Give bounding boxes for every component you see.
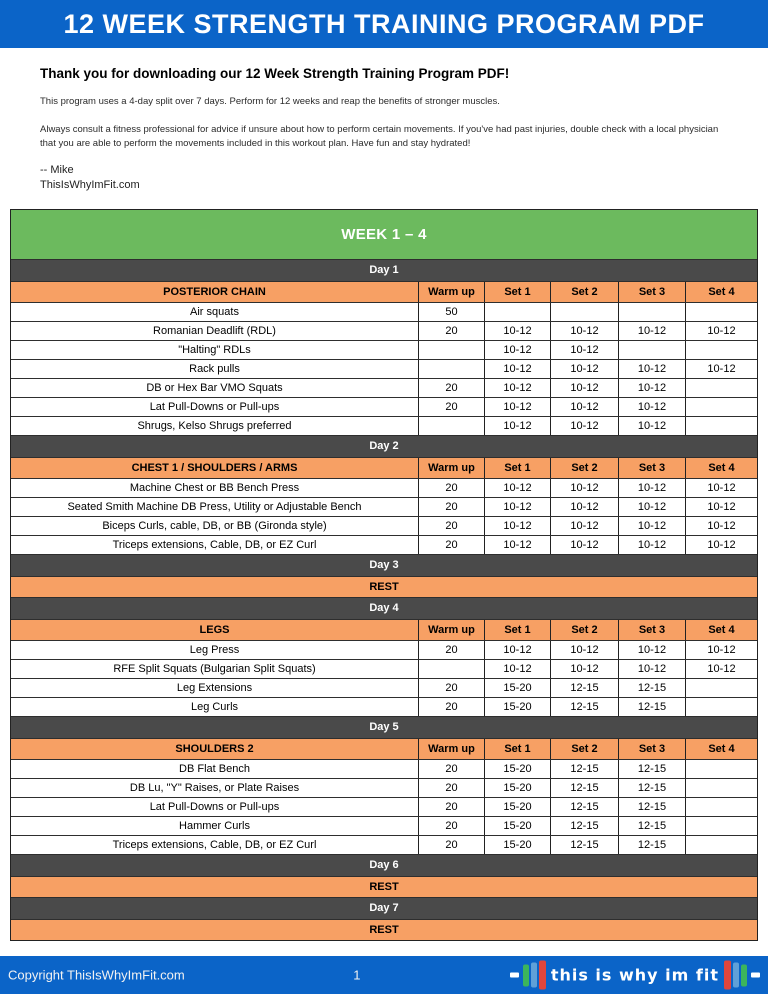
column-header-cell: Set 4 xyxy=(685,282,757,302)
set-value-cell: 12-15 xyxy=(550,679,618,697)
exercise-row xyxy=(11,340,757,359)
set-value-cell: 20 xyxy=(418,498,484,516)
set-value-cell xyxy=(618,303,685,321)
section-title-cell: POSTERIOR CHAIN xyxy=(163,285,266,298)
exercise-row xyxy=(11,697,757,716)
set-value-cell: 10-12 xyxy=(685,360,757,378)
set-value-cell xyxy=(685,779,757,797)
set-value-cell: 10-12 xyxy=(550,322,618,340)
exercise-row xyxy=(11,659,757,678)
set-value-cell: 10-12 xyxy=(618,360,685,378)
exercise-name-cell: DB or Hex Bar VMO Squats xyxy=(146,381,283,394)
section-title-cell: CHEST 1 / SHOULDERS / ARMS xyxy=(131,461,298,474)
set-value-cell xyxy=(685,798,757,816)
exercise-name-cell: Leg Press xyxy=(189,643,240,656)
set-value-cell: 12-15 xyxy=(550,798,618,816)
day-label: Day 1 xyxy=(369,264,399,277)
column-header-cell: Set 3 xyxy=(618,620,685,640)
set-value-cell: 15-20 xyxy=(484,698,550,716)
barbell-plate-green-left-icon xyxy=(523,964,529,986)
exercise-row xyxy=(11,835,757,854)
column-header-cell: Set 4 xyxy=(685,620,757,640)
set-value-cell: 15-20 xyxy=(484,679,550,697)
set-value-cell: 10-12 xyxy=(685,660,757,678)
set-value-cell: 10-12 xyxy=(550,417,618,435)
set-value-cell xyxy=(685,379,757,397)
exercise-row xyxy=(11,302,757,321)
set-value-cell xyxy=(685,679,757,697)
set-value-cell: 20 xyxy=(418,836,484,854)
column-header-cell: Warm up xyxy=(418,282,484,302)
set-value-cell: 10-12 xyxy=(550,536,618,554)
set-value-cell: 10-12 xyxy=(618,322,685,340)
set-value-cell xyxy=(618,341,685,359)
exercise-row xyxy=(11,678,757,697)
column-header-cell: Set 2 xyxy=(550,620,618,640)
set-value-cell: 12-15 xyxy=(550,698,618,716)
exercise-name-cell: "Halting" RDLs xyxy=(178,343,251,356)
footer-logo-text: this is why im fit xyxy=(550,965,719,985)
column-header-cell: Warm up xyxy=(418,620,484,640)
rest-label: REST xyxy=(369,880,399,893)
exercise-name-cell: Hammer Curls xyxy=(179,819,250,832)
barbell-plate-red-right-icon xyxy=(724,961,731,990)
document-title-bar xyxy=(0,0,768,48)
set-value-cell: 10-12 xyxy=(484,479,550,497)
set-value-cell: 10-12 xyxy=(618,641,685,659)
exercise-name-cell: Leg Extensions xyxy=(176,681,253,694)
set-value-cell: 10-12 xyxy=(484,341,550,359)
rest-row xyxy=(11,576,757,597)
set-value-cell: 12-15 xyxy=(618,779,685,797)
day-row xyxy=(11,259,757,281)
section-header-row xyxy=(11,619,757,640)
column-header-cell: Set 1 xyxy=(484,282,550,302)
set-value-cell: 20 xyxy=(418,641,484,659)
barbell-plate-green-right-icon xyxy=(741,964,747,986)
exercise-name-cell: Triceps extensions, Cable, DB, or EZ Curl xyxy=(112,838,317,851)
rest-label: REST xyxy=(369,580,399,593)
column-header-cell: Set 1 xyxy=(484,739,550,759)
set-value-cell: 10-12 xyxy=(550,517,618,535)
day-label: Day 2 xyxy=(369,440,399,453)
column-header-cell: Set 2 xyxy=(550,458,618,478)
column-header-cell: Set 1 xyxy=(484,458,550,478)
day-label: Day 3 xyxy=(369,559,399,572)
footer-logo xyxy=(508,961,762,990)
column-header-cell: Set 2 xyxy=(550,739,618,759)
column-header-cell: Set 3 xyxy=(618,458,685,478)
set-value-cell: 20 xyxy=(418,698,484,716)
exercise-name-cell: Rack pulls xyxy=(189,362,240,375)
day-label: Day 5 xyxy=(369,721,399,734)
set-value-cell: 12-15 xyxy=(618,836,685,854)
set-value-cell: 10-12 xyxy=(618,379,685,397)
column-header-cell: Set 4 xyxy=(685,739,757,759)
set-value-cell: 10-12 xyxy=(484,398,550,416)
set-value-cell: 10-12 xyxy=(618,479,685,497)
set-value-cell: 20 xyxy=(418,398,484,416)
set-value-cell: 10-12 xyxy=(484,417,550,435)
intro-signature: -- Mike xyxy=(40,164,74,177)
exercise-row xyxy=(11,359,757,378)
set-value-cell: 15-20 xyxy=(484,817,550,835)
set-value-cell xyxy=(484,303,550,321)
day-row xyxy=(11,554,757,576)
set-value-cell: 10-12 xyxy=(550,360,618,378)
footer-copyright: Copyright ThisIsWhyImFit.com xyxy=(8,967,185,983)
day-label: Day 4 xyxy=(369,602,399,615)
set-value-cell: 20 xyxy=(418,817,484,835)
exercise-name-cell: Romanian Deadlift (RDL) xyxy=(153,324,276,337)
rest-row xyxy=(11,919,757,940)
set-value-cell: 12-15 xyxy=(550,836,618,854)
exercise-row xyxy=(11,321,757,340)
set-value-cell: 10-12 xyxy=(618,417,685,435)
set-value-cell: 50 xyxy=(418,303,484,321)
set-value-cell xyxy=(685,417,757,435)
set-value-cell: 10-12 xyxy=(484,379,550,397)
exercise-row xyxy=(11,759,757,778)
exercise-name-cell: Air squats xyxy=(190,305,239,318)
set-value-cell: 20 xyxy=(418,379,484,397)
set-value-cell: 10-12 xyxy=(685,479,757,497)
set-value-cell xyxy=(685,398,757,416)
column-header-cell: Set 1 xyxy=(484,620,550,640)
set-value-cell xyxy=(685,817,757,835)
exercise-name-cell: Leg Curls xyxy=(190,700,239,713)
column-header-cell: Set 3 xyxy=(618,739,685,759)
set-value-cell: 20 xyxy=(418,479,484,497)
set-value-cell: 20 xyxy=(418,760,484,778)
exercise-name-cell: Lat Pull-Downs or Pull-ups xyxy=(149,400,280,413)
set-value-cell: 10-12 xyxy=(484,498,550,516)
set-value-cell xyxy=(418,360,484,378)
exercise-name-cell: Biceps Curls, cable, DB, or BB (Gironda style) xyxy=(102,519,327,532)
set-value-cell: 12-15 xyxy=(550,760,618,778)
set-value-cell: 10-12 xyxy=(685,498,757,516)
set-value-cell: 12-15 xyxy=(550,817,618,835)
section-header-row xyxy=(11,738,757,759)
intro-website: ThisIsWhyImFit.com xyxy=(40,179,140,192)
set-value-cell: 20 xyxy=(418,517,484,535)
program-table xyxy=(10,209,758,941)
set-value-cell: 20 xyxy=(418,679,484,697)
exercise-name-cell: Triceps extensions, Cable, DB, or EZ Curl xyxy=(112,538,317,551)
set-value-cell: 10-12 xyxy=(484,360,550,378)
day-label: Day 7 xyxy=(369,902,399,915)
exercise-name-cell: Machine Chest or BB Bench Press xyxy=(129,481,300,494)
barbell-plate-blue-right-icon xyxy=(733,963,739,988)
exercise-name-cell: Seated Smith Machine DB Press, Utility or Adjustable Bench xyxy=(67,500,362,513)
exercise-name-cell: RFE Split Squats (Bulgarian Split Squats) xyxy=(113,662,316,675)
set-value-cell: 20 xyxy=(418,798,484,816)
set-value-cell xyxy=(685,698,757,716)
set-value-cell: 10-12 xyxy=(484,536,550,554)
set-value-cell: 10-12 xyxy=(618,398,685,416)
barbell-bar-right-icon xyxy=(751,973,760,978)
set-value-cell: 12-15 xyxy=(618,760,685,778)
exercise-name-cell: DB Flat Bench xyxy=(179,762,250,775)
set-value-cell: 10-12 xyxy=(484,517,550,535)
set-value-cell xyxy=(550,303,618,321)
intro-section xyxy=(0,48,768,193)
set-value-cell: 12-15 xyxy=(618,798,685,816)
exercise-row xyxy=(11,816,757,835)
set-value-cell: 10-12 xyxy=(550,641,618,659)
section-header-row xyxy=(11,281,757,302)
set-value-cell: 10-12 xyxy=(685,536,757,554)
set-value-cell: 10-12 xyxy=(550,660,618,678)
set-value-cell: 10-12 xyxy=(618,536,685,554)
exercise-name-cell: DB Lu, "Y" Raises, or Plate Raises xyxy=(129,781,300,794)
exercise-row xyxy=(11,797,757,816)
set-value-cell: 20 xyxy=(418,536,484,554)
set-value-cell: 15-20 xyxy=(484,779,550,797)
set-value-cell: 10-12 xyxy=(484,322,550,340)
set-value-cell: 12-15 xyxy=(618,817,685,835)
set-value-cell: 10-12 xyxy=(550,341,618,359)
day-label: Day 6 xyxy=(369,859,399,872)
set-value-cell xyxy=(685,836,757,854)
set-value-cell: 12-15 xyxy=(550,779,618,797)
footer-page-number: 1 xyxy=(353,967,361,983)
set-value-cell: 10-12 xyxy=(550,379,618,397)
rest-row xyxy=(11,876,757,897)
day-row xyxy=(11,597,757,619)
day-row xyxy=(11,854,757,876)
set-value-cell: 12-15 xyxy=(618,698,685,716)
exercise-row xyxy=(11,397,757,416)
set-value-cell xyxy=(685,760,757,778)
week-header: WEEK 1 – 4 xyxy=(11,210,757,259)
set-value-cell: 10-12 xyxy=(550,398,618,416)
section-header-row xyxy=(11,457,757,478)
day-row xyxy=(11,435,757,457)
set-value-cell: 10-12 xyxy=(550,479,618,497)
exercise-name-cell: Shrugs, Kelso Shrugs preferred xyxy=(137,419,292,432)
set-value-cell: 12-15 xyxy=(618,679,685,697)
set-value-cell: 20 xyxy=(418,322,484,340)
section-title-cell: LEGS xyxy=(199,623,230,636)
program-table-body xyxy=(11,259,757,940)
exercise-row xyxy=(11,478,757,497)
intro-paragraph-2: Always consult a fitness professional for advice if unsure about how to perform certain movements. If you've had past injuries, double check with a local physician that you are able to perform the movements included in this workout plan. Have fun and stay hydrated! xyxy=(40,123,719,149)
intro-paragraph-1: This program uses a 4-day split over 7 days. Perform for 12 weeks and reap the benefits of stronger muscles. xyxy=(40,96,500,107)
set-value-cell: 10-12 xyxy=(618,517,685,535)
set-value-cell: 10-12 xyxy=(618,498,685,516)
set-value-cell: 10-12 xyxy=(685,517,757,535)
set-value-cell xyxy=(418,341,484,359)
exercise-name-cell: Lat Pull-Downs or Pull-ups xyxy=(149,800,280,813)
column-header-cell: Set 2 xyxy=(550,282,618,302)
set-value-cell: 15-20 xyxy=(484,798,550,816)
exercise-row xyxy=(11,640,757,659)
set-value-cell: 10-12 xyxy=(484,641,550,659)
page-footer xyxy=(0,956,768,994)
set-value-cell xyxy=(685,341,757,359)
set-value-cell: 20 xyxy=(418,779,484,797)
rest-label: REST xyxy=(369,923,399,936)
set-value-cell xyxy=(685,303,757,321)
barbell-plate-blue-left-icon xyxy=(531,963,537,988)
exercise-row xyxy=(11,497,757,516)
set-value-cell: 10-12 xyxy=(550,498,618,516)
intro-heading: Thank you for downloading our 12 Week Strength Training Program PDF! xyxy=(40,66,510,81)
set-value-cell: 15-20 xyxy=(484,836,550,854)
exercise-row xyxy=(11,378,757,397)
day-row xyxy=(11,897,757,919)
set-value-cell: 10-12 xyxy=(618,660,685,678)
exercise-row xyxy=(11,778,757,797)
barbell-plate-red-left-icon xyxy=(539,961,546,990)
set-value-cell xyxy=(418,417,484,435)
set-value-cell: 10-12 xyxy=(484,660,550,678)
day-row xyxy=(11,716,757,738)
column-header-cell: Warm up xyxy=(418,739,484,759)
set-value-cell xyxy=(418,660,484,678)
exercise-row xyxy=(11,535,757,554)
document-title: 12 WEEK STRENGTH TRAINING PROGRAM PDF xyxy=(63,8,705,39)
section-title-cell: SHOULDERS 2 xyxy=(175,742,254,755)
column-header-cell: Warm up xyxy=(418,458,484,478)
set-value-cell: 10-12 xyxy=(685,641,757,659)
barbell-bar-left-icon xyxy=(510,973,519,978)
column-header-cell: Set 3 xyxy=(618,282,685,302)
set-value-cell: 10-12 xyxy=(685,322,757,340)
set-value-cell: 15-20 xyxy=(484,760,550,778)
exercise-row xyxy=(11,416,757,435)
column-header-cell: Set 4 xyxy=(685,458,757,478)
exercise-row xyxy=(11,516,757,535)
